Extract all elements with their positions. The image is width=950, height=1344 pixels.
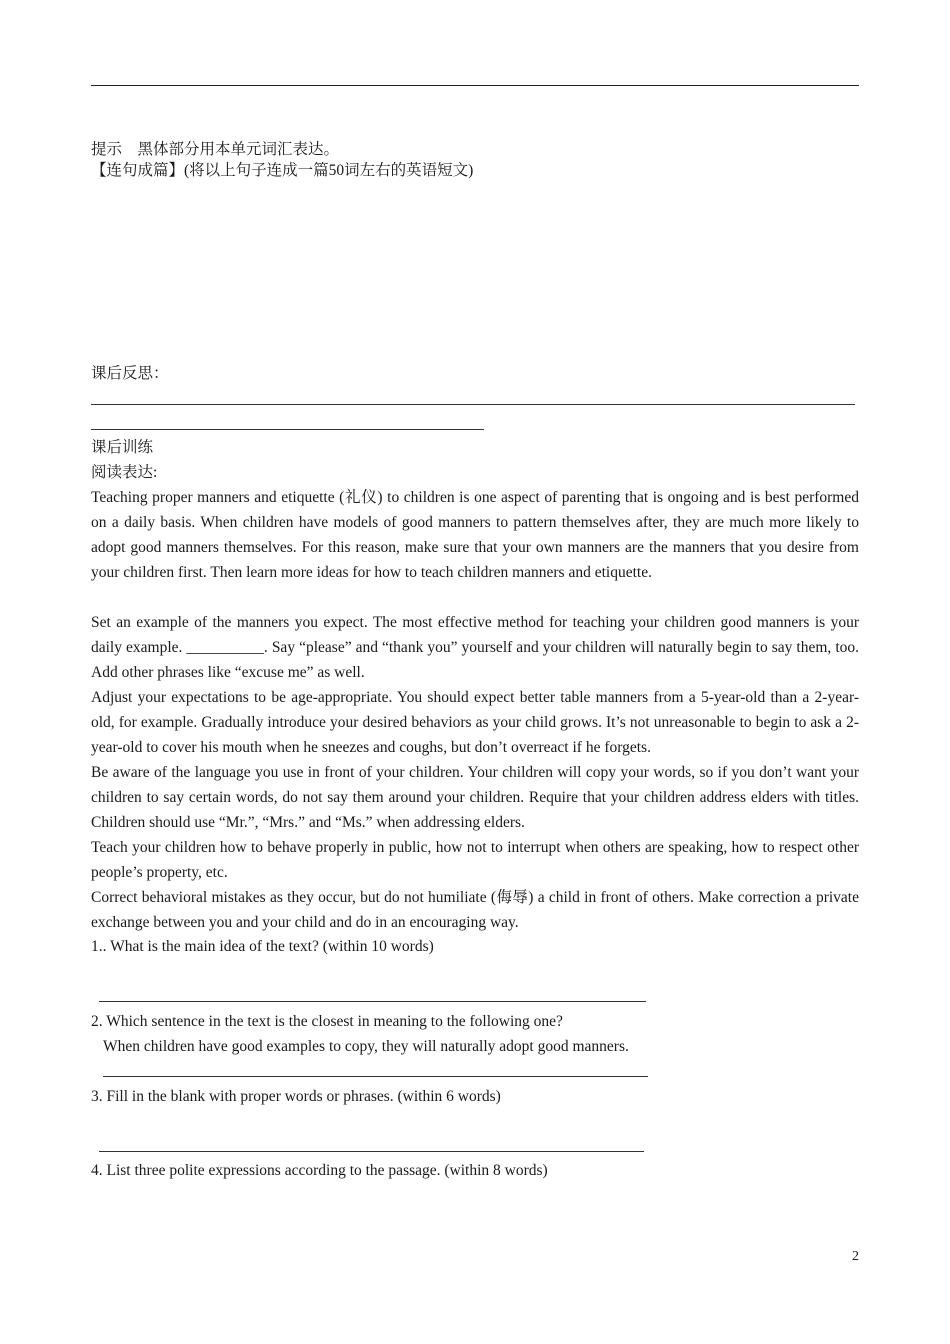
passage-paragraph-2: Set an example of the manners you expect. The most effective method for teaching your children good manners is your daily example. __________. Say “please” and “thank you” yourself and your children will naturally begin to say them, too. Add other phrases like “excuse me” as well.: [91, 614, 859, 681]
answer-line-3[interactable]: [99, 1151, 644, 1152]
header-rule: [91, 85, 859, 86]
page-number: 2: [852, 1249, 859, 1264]
passage-paragraph-3: Adjust your expectations to be age-appropriate. You should expect better table manners from a 5-year-old than a 2-year-old, for example. Gradually introduce your desired behaviors as your child grows. It’s not unreasonable to begin to ask a 2-year-old to cover his mouth when he sneezes and coughs, but don’t overreact if he forgets.: [91, 689, 859, 756]
answer-line-1[interactable]: [99, 1001, 646, 1002]
passage-paragraph-1: Teaching proper manners and etiquette (礼仪) to children is one aspect of parenting that is ongoing and is best performed on a daily basis. When children have models of good manners to pattern themselves after, they are much more likely to adopt good manners themselves. For this reason, make sure that your own manners are the manners that you desire from your children first. Then learn more ideas for how to teach children manners and etiquette.: [91, 489, 859, 581]
reflection-answer-line-1[interactable]: [91, 404, 855, 405]
passage-paragraph-4: Be aware of the language you use in front of your children. Your children will copy your words, so if you don’t want your children to say certain words, do not say them around your children. Require that your children address elders with titles. Children should use “Mr.”, “Mrs.” and “Ms.” when addressing elders.: [91, 764, 859, 831]
passage-paragraph-6: Correct behavioral mistakes as they occur, but do not humiliate (侮辱) a child in front of others. Make correction a private exchange between you and your child and do in an encouraging way.: [91, 889, 859, 931]
question-1: 1.. What is the main idea of the text? (within 10 words): [91, 938, 434, 955]
training-subtitle: 阅读表达:: [91, 464, 158, 481]
question-3: 3. Fill in the blank with proper words or phrases. (within 6 words): [91, 1088, 501, 1105]
reflection-label: 课后反思：: [91, 365, 169, 382]
question-2: 2. Which sentence in the text is the closest in meaning to the following one?: [91, 1013, 563, 1030]
training-title: 课后训练: [91, 439, 154, 456]
connect-task-line: 【连句成篇】(将以上句子连成一篇50词左右的英语短文): [91, 162, 474, 179]
question-2-sentence: When children have good examples to copy, they will naturally adopt good manners.: [103, 1038, 629, 1055]
question-4: 4. List three polite expressions according to the passage. (within 8 words): [91, 1162, 548, 1179]
reflection-answer-line-2[interactable]: [91, 429, 484, 430]
tip-line: 提示 黑体部分用本单元词汇表达。: [91, 141, 340, 158]
answer-line-2[interactable]: [103, 1076, 648, 1077]
passage-paragraph-5: Teach your children how to behave properly in public, how not to interrupt when others are speaking, how to respect other people’s property, etc.: [91, 839, 859, 881]
